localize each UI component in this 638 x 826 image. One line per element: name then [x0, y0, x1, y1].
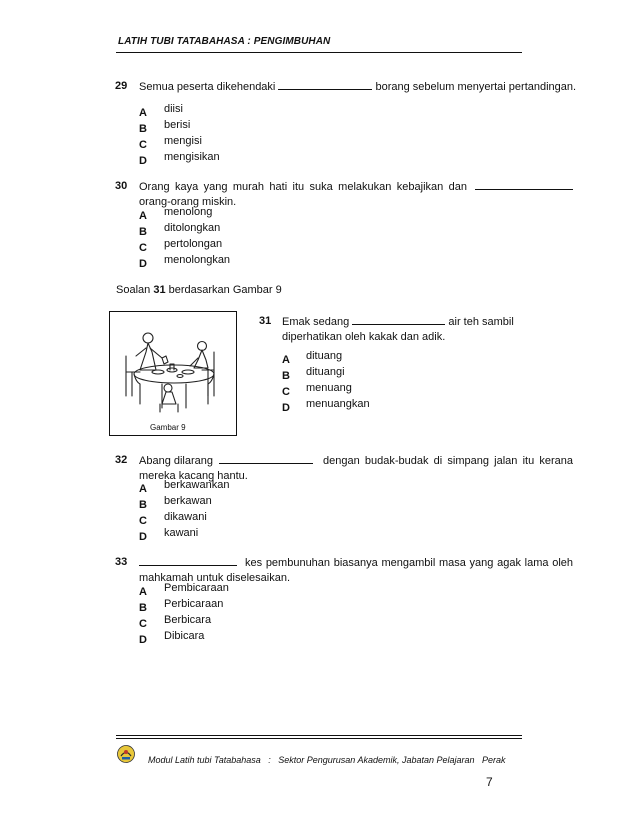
- question-32-line2: mereka kacang hantu.: [139, 470, 248, 482]
- figure-box: [109, 311, 237, 436]
- option-a: A dituang: [282, 350, 343, 366]
- option-c: C mengisi: [139, 135, 202, 151]
- page-number: 7: [486, 775, 493, 789]
- question-33-line2: mahkamah untuk diselesaikan.: [139, 572, 291, 584]
- figure-caption: Gambar 9: [150, 423, 186, 432]
- footer-rule-bottom: [116, 738, 522, 739]
- family-tea-illustration: [110, 312, 236, 422]
- footer-text: Modul Latih tubi Tatabahasa : Sektor Pengurusan Akademik, Jabatan Pelajaran Perak: [148, 755, 506, 765]
- option-c: C pertolongan: [139, 238, 223, 254]
- question-32-number: 32: [115, 454, 128, 466]
- question-30-options: [139, 206, 231, 270]
- option-b: B berkawan: [139, 495, 212, 511]
- answer-blank: [475, 178, 573, 190]
- question-31-line1: Emak sedang air teh sambil: [282, 313, 514, 330]
- question-32-line1: Abang dilarang dengan budak-budak di simpang jalan itu kerana: [139, 452, 573, 469]
- question-33-line1: kes pembunuhan biasanya mengambil masa yang agak lama oleh: [139, 554, 573, 571]
- option-a: A diisi: [139, 103, 183, 119]
- option-d: D kawani: [139, 527, 199, 543]
- option-d: D menolongkan: [139, 254, 231, 270]
- option-b: B berisi: [139, 119, 191, 135]
- option-b: B dituangi: [282, 366, 345, 382]
- question-30-line2: orang-orang miskin.: [139, 196, 237, 208]
- footer-rule-top: [116, 735, 522, 736]
- question-29-options: [139, 103, 220, 167]
- question-30-number: 30: [115, 180, 128, 192]
- option-c: C dikawani: [139, 511, 207, 527]
- option-c: C menuang: [282, 382, 352, 398]
- question-33-number: 33: [115, 556, 128, 568]
- question-31-options: [282, 350, 370, 414]
- option-b: B Perbicaraan: [139, 598, 224, 614]
- answer-blank: [219, 452, 313, 464]
- option-d: D mengisikan: [139, 151, 220, 167]
- option-b: B ditolongkan: [139, 222, 221, 238]
- section-instruction: Soalan 31 berdasarkan Gambar 9: [116, 284, 282, 296]
- answer-blank: [352, 313, 445, 325]
- question-31-number: 31: [259, 315, 272, 327]
- question-31-text: [282, 313, 514, 345]
- question-32-options: [139, 479, 230, 543]
- question-31-line2: diperhatikan oleh kakak dan adik.: [282, 331, 446, 343]
- page-header-title: LATIH TUBI TATABAHASA : PENGIMBUHAN: [118, 36, 331, 47]
- option-a: A Pembicaraan: [139, 582, 229, 598]
- state-crest-icon: [116, 744, 136, 764]
- option-a: A menolong: [139, 206, 213, 222]
- question-29-text-after: borang sebelum menyertai pertandingan.: [375, 81, 577, 93]
- option-c: C Berbicara: [139, 614, 212, 630]
- option-a: A berkawankan: [139, 479, 230, 495]
- question-30-line1: Orang kaya yang murah hati itu suka melakukan kebajikan dan: [139, 178, 573, 195]
- question-29-number: 29: [115, 80, 128, 92]
- option-d: D Dibicara: [139, 630, 205, 646]
- question-29-text: [139, 78, 577, 95]
- question-33-options: [139, 582, 229, 646]
- option-d: D menuangkan: [282, 398, 370, 414]
- answer-blank: [278, 78, 372, 90]
- answer-blank: [139, 554, 237, 566]
- question-29-text-before: Semua peserta dikehendaki: [139, 81, 276, 93]
- header-rule: [116, 52, 522, 53]
